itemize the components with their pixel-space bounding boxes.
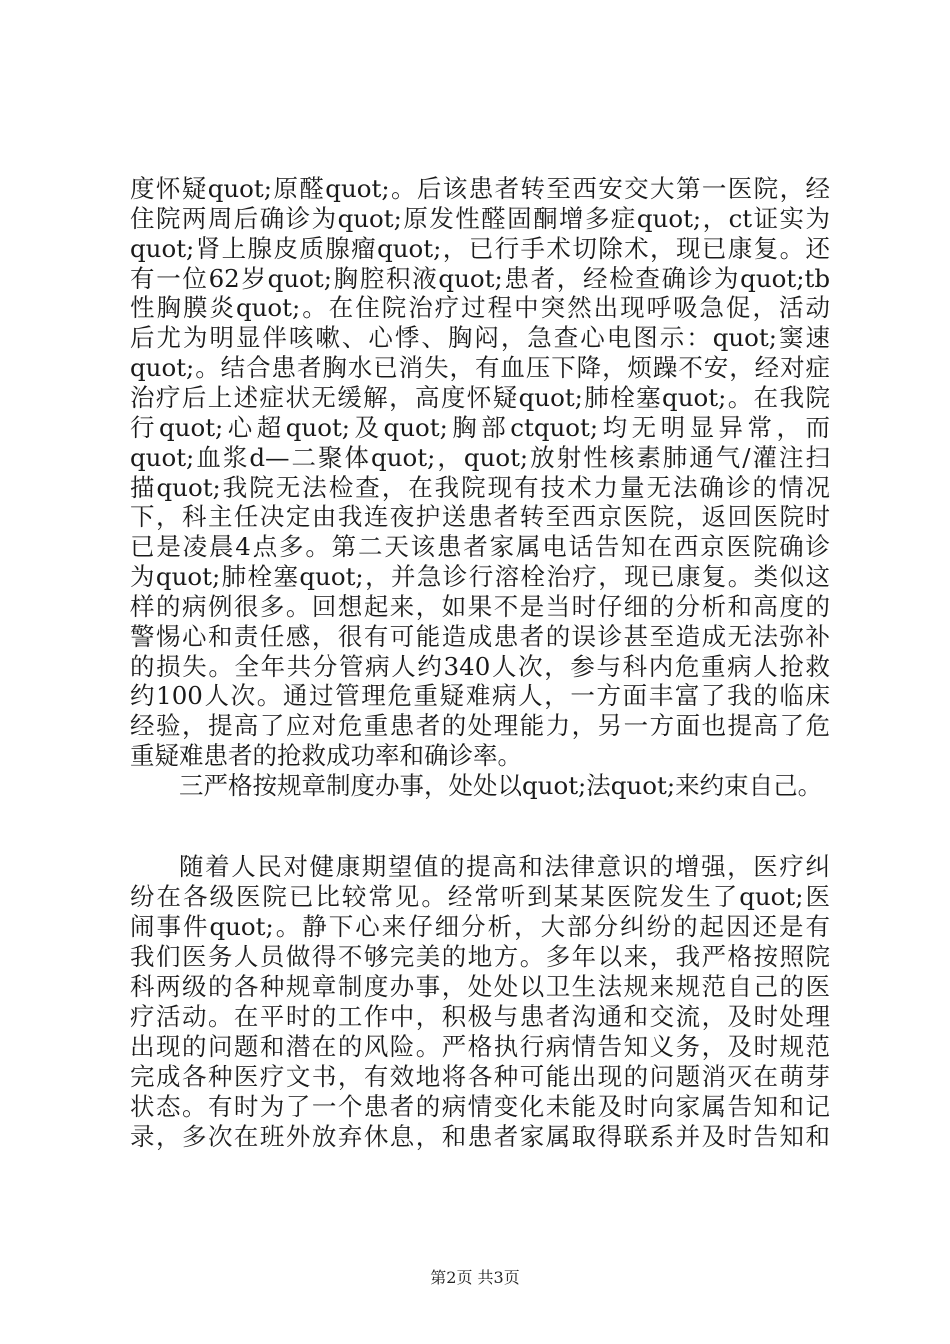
text-line: 我们医务人员做得不够完美的地方。多年以来，我严格按照院	[130, 942, 830, 971]
text-line: quot;。结合患者胸水已消失，有血压下降，烦躁不安，经对症	[130, 353, 830, 383]
page-footer: 第2页 共3页	[430, 1268, 520, 1287]
text-line: 的损失。全年共分管病人约340人次，参与科内危重病人抢救	[130, 651, 830, 681]
text-line: 科两级的各种规章制度办事，处处以卫生法规来规范自己的医	[130, 972, 830, 1001]
text-line: 已是凌晨4点多。第二天该患者家属电话告知在西京医院确诊	[130, 532, 830, 562]
section-heading: 三严格按规章制度办事，处处以quot;法quot;来约束自己。	[179, 771, 823, 800]
text-line: quot;肾上腺皮质腺瘤quot;，已行手术切除术，现已康复。还	[130, 233, 830, 263]
text-line: 闹事件quot;。静下心来仔细分析，大部分纠纷的起因还是有	[130, 912, 830, 941]
text-line: 有一位62岁quot;胸腔积液quot;患者，经检查确诊为quot;tb	[130, 263, 830, 293]
text-line: 治疗后上述症状无缓解，高度怀疑quot;肺栓塞quot;。在我院	[130, 382, 830, 412]
text-line: 行quot;心超quot;及quot;胸部ctquot;均无明显异常，而	[130, 412, 830, 442]
text-line: 出现的问题和潜在的风险。严格执行病情告知义务，及时规范	[130, 1032, 830, 1061]
text-line: 随着人民对健康期望值的提高和法律意识的增强，医疗纠	[179, 852, 830, 881]
text-line: 下，科主任决定由我连夜护送患者转至西京医院，返回医院时	[130, 502, 830, 532]
text-line: 完成各种医疗文书，有效地将各种可能出现的问题消灭在萌芽	[130, 1062, 830, 1091]
text-line: 状态。有时为了一个患者的病情变化未能及时向家属告知和记	[130, 1092, 830, 1121]
text-line: 纷在各级医院已比较常见。经常听到某某医院发生了quot;医	[130, 882, 830, 911]
text-line: 度怀疑quot;原醛quot;。后该患者转至西安交大第一医院，经	[130, 174, 830, 203]
text-line: 描quot;我院无法检查，在我院现有技术力量无法确诊的情况	[130, 472, 830, 502]
text-line: 录，多次在班外放弃休息，和患者家属取得联系并及时告知和	[130, 1122, 830, 1151]
text-line: 样的病例很多。回想起来，如果不是当时仔细的分析和高度的	[130, 591, 830, 621]
text-line: quot;血浆d—二聚体quot;，quot;放射性核素肺通气/灌注扫	[130, 442, 830, 472]
text-line: 疗活动。在平时的工作中，积极与患者沟通和交流，及时处理	[130, 1002, 830, 1031]
text-line: 约100人次。通过管理危重疑难病人，一方面丰富了我的临床	[130, 681, 830, 711]
text-line: 住院两周后确诊为quot;原发性醛固酮增多症quot;，ct证实为	[130, 203, 830, 233]
text-line: 性胸膜炎quot;。在住院治疗过程中突然出现呼吸急促，活动	[130, 293, 830, 323]
text-line: 经验，提高了应对危重患者的处理能力，另一方面也提高了危	[130, 711, 830, 741]
text-line: 重疑难患者的抢救成功率和确诊率。	[130, 741, 522, 771]
text-line: 为quot;肺栓塞quot;，并急诊行溶栓治疗，现已康复。类似这	[130, 562, 830, 592]
text-line: 后尤为明显伴咳嗽、心悸、胸闷，急查心电图示：quot;窦速	[130, 323, 830, 353]
text-line: 警惕心和责任感，很有可能造成患者的误诊甚至造成无法弥补	[130, 621, 830, 651]
